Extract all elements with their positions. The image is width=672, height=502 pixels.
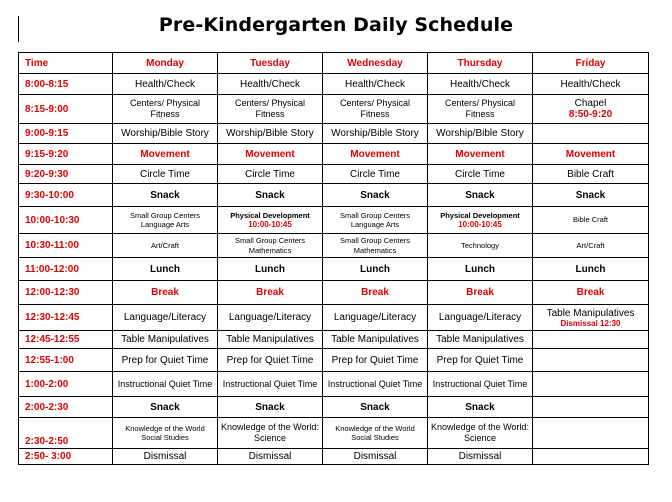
table-row (19, 331, 649, 349)
table-row (19, 418, 649, 449)
table-row (19, 234, 649, 258)
table-row (19, 258, 649, 281)
cell (218, 207, 323, 234)
cell: Lunch (533, 258, 649, 281)
table-row (19, 74, 649, 95)
cell: Centers/ Physical Fitness (323, 95, 428, 124)
time-cell: 2:00-2:30 (19, 397, 113, 418)
cell: Break (323, 281, 428, 305)
cell: Movement (218, 144, 323, 165)
cell: Prep for Quiet Time (428, 349, 533, 372)
cell: Health/Check (218, 74, 323, 95)
header-cell-friday: Friday (533, 53, 649, 74)
time-cell: 10:00-10:30 (19, 207, 113, 234)
cell: Worship/Bible Story (323, 124, 428, 144)
time-cell: 9:00-9:15 (19, 124, 113, 144)
cell (533, 418, 649, 449)
table-row (19, 124, 649, 144)
cell: Prep for Quiet Time (113, 349, 218, 372)
cell: Break (218, 281, 323, 305)
cell: Instructional Quiet Time (428, 372, 533, 397)
cell: Centers/ Physical Fitness (218, 95, 323, 124)
cell: Movement (428, 144, 533, 165)
table-row (19, 184, 649, 207)
cell: Lunch (218, 258, 323, 281)
cell: Table Manipulatives (218, 331, 323, 349)
cell: Break (533, 281, 649, 305)
cell: Table Manipulatives (113, 331, 218, 349)
cell (533, 305, 649, 331)
header-cell-time: Time (19, 53, 113, 74)
cell: Instructional Quiet Time (218, 372, 323, 397)
cell (533, 449, 649, 465)
cell (533, 372, 649, 397)
header-cell-monday: Monday (113, 53, 218, 74)
cell: Language/Literacy (428, 305, 533, 331)
cell: Instructional Quiet Time (113, 372, 218, 397)
table-row (19, 397, 649, 418)
table-row (19, 207, 649, 234)
time-cell: 8:15-9:00 (19, 95, 113, 124)
cell: Knowledge of the World: Science (428, 418, 533, 449)
table-row (19, 165, 649, 184)
time-cell: 10:30-11:00 (19, 234, 113, 258)
cell: Dismissal (323, 449, 428, 465)
cell: Circle Time (113, 165, 218, 184)
cell: Centers/ Physical Fitness (113, 95, 218, 124)
cell (533, 95, 649, 124)
cell: Lunch (323, 258, 428, 281)
cell: Snack (113, 184, 218, 207)
time-cell: 8:00-8:15 (19, 74, 113, 95)
cell: Snack (533, 184, 649, 207)
cell: Circle Time (323, 165, 428, 184)
cell: Snack (428, 184, 533, 207)
header-cell-tuesday: Tuesday (218, 53, 323, 74)
time-cell: 9:15-9:20 (19, 144, 113, 165)
cell: Snack (428, 397, 533, 418)
cell: Worship/Bible Story (218, 124, 323, 144)
cell: Movement (323, 144, 428, 165)
time-cell: 9:30-10:00 (19, 184, 113, 207)
table-row (19, 449, 649, 465)
cell: Bible Craft (533, 165, 649, 184)
cell: Health/Check (113, 74, 218, 95)
page-title: Pre-Kindergarten Daily Schedule (158, 14, 514, 36)
table-row (19, 372, 649, 397)
cell: Knowledge of the World Social Studies (113, 418, 218, 449)
table-row (19, 305, 649, 331)
cell: Snack (113, 397, 218, 418)
cell: Dismissal (218, 449, 323, 465)
cell: Language/Literacy (113, 305, 218, 331)
cell: Health/Check (323, 74, 428, 95)
chapel-time: 8:50-9:20 (568, 108, 613, 120)
time-cell: 12:45-12:55 (19, 331, 113, 349)
cell-text: Table Manipulatives (546, 307, 635, 319)
time-cell: 12:30-12:45 (19, 305, 113, 331)
cell: Language/Literacy (323, 305, 428, 331)
cell: Small Group Centers Mathematics (218, 234, 323, 258)
time-cell: 2:50- 3:00 (19, 449, 113, 465)
cell (428, 207, 533, 234)
schedule-table (18, 52, 649, 465)
cell: Health/Check (533, 74, 649, 95)
cell: Art/Craft (113, 234, 218, 258)
cell: Table Manipulatives (428, 331, 533, 349)
cell: Snack (323, 397, 428, 418)
cell: Knowledge of the World Social Studies (323, 418, 428, 449)
cell: Prep for Quiet Time (323, 349, 428, 372)
time-cell: 1:00-2:00 (19, 372, 113, 397)
time-cell: 11:00-12:00 (19, 258, 113, 281)
cell: Bible Craft (533, 207, 649, 234)
cell: Snack (218, 184, 323, 207)
table-header-row (19, 53, 649, 74)
cell: Circle Time (428, 165, 533, 184)
header-cell-thursday: Thursday (428, 53, 533, 74)
cell: Health/Check (428, 74, 533, 95)
table-row (19, 281, 649, 305)
cell: Snack (323, 184, 428, 207)
time-cell: 12:00-12:30 (19, 281, 113, 305)
cell-text: Chapel (574, 97, 607, 109)
cell: Break (113, 281, 218, 305)
cell-subtime: 10:00-10:45 (248, 220, 292, 230)
cell (533, 397, 649, 418)
cell: Dismissal (113, 449, 218, 465)
cell: Art/Craft (533, 234, 649, 258)
cell: Worship/Bible Story (428, 124, 533, 144)
time-cell: 12:55-1:00 (19, 349, 113, 372)
header-cell-wednesday: Wednesday (323, 53, 428, 74)
cell: Lunch (428, 258, 533, 281)
cell-text: Physical Development (230, 210, 310, 220)
cell: Centers/ Physical Fitness (428, 95, 533, 124)
cell: Lunch (113, 258, 218, 281)
cell (533, 331, 649, 349)
cell: Language/Literacy (218, 305, 323, 331)
time-cell: 9:20-9:30 (19, 165, 113, 184)
cell: Movement (113, 144, 218, 165)
cell: Snack (218, 397, 323, 418)
cell: Worship/Bible Story (113, 124, 218, 144)
cell: Movement (533, 144, 649, 165)
cell: Technology (428, 234, 533, 258)
cell: Dismissal (428, 449, 533, 465)
cell: Small Group Centers Mathematics (323, 234, 428, 258)
cell-text: Physical Development (440, 210, 520, 220)
cell: Table Manipulatives (323, 331, 428, 349)
cell-subtime: 10:00-10:45 (458, 220, 502, 230)
cell: Small Group Centers Language Arts (323, 207, 428, 234)
table-row (19, 349, 649, 372)
cell: Small Group Centers Language Arts (113, 207, 218, 234)
cell: Knowledge of the World: Science (218, 418, 323, 449)
table-row (19, 144, 649, 165)
cell: Instructional Quiet Time (323, 372, 428, 397)
cell (533, 124, 649, 144)
cell: Prep for Quiet Time (218, 349, 323, 372)
dismissal-note: Dismissal 12:30 (560, 318, 621, 328)
cell: Break (428, 281, 533, 305)
time-cell: 2:30-2:50 (19, 418, 113, 449)
cell: Circle Time (218, 165, 323, 184)
cell (533, 349, 649, 372)
table-row (19, 95, 649, 124)
